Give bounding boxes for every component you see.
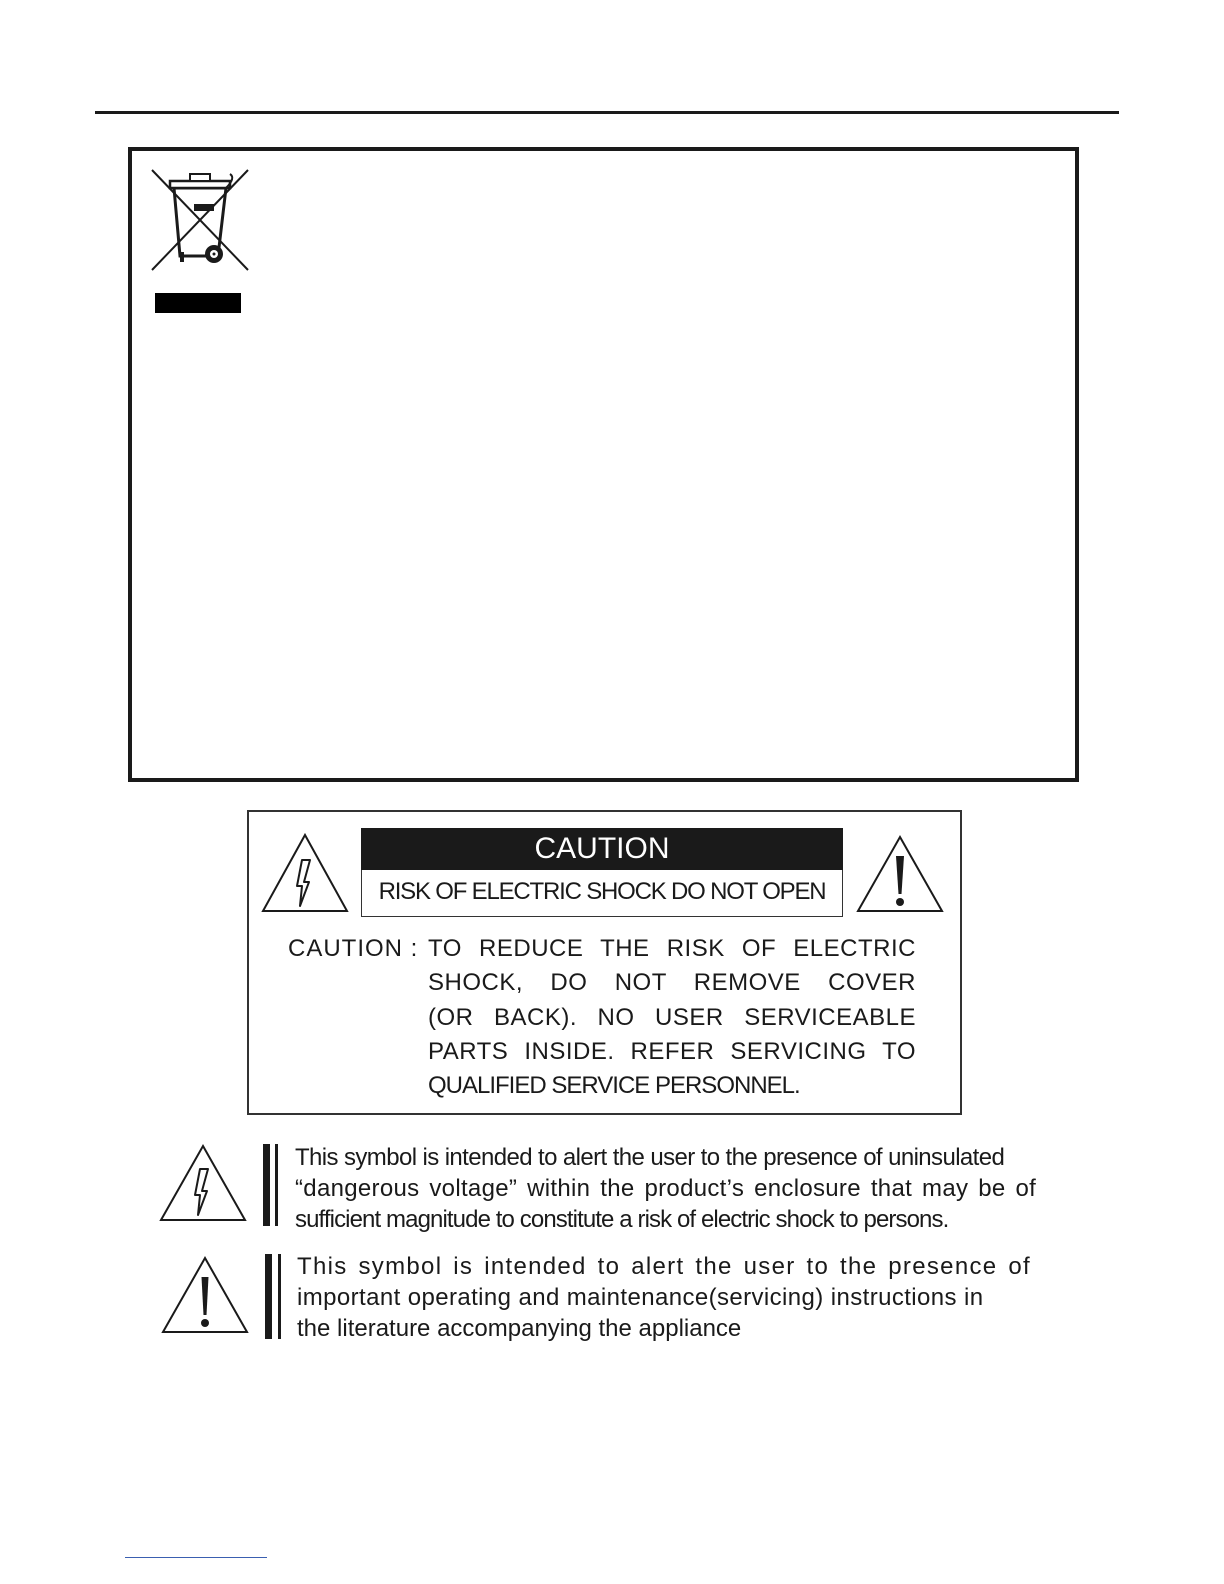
symbol-description-line: This symbol is intended to alert the user to the presence of uninsulated [295,1144,1005,1171]
caution-header: CAUTION [361,828,843,870]
caution-text-line: PARTS INSIDE. REFER SERVICING TO [428,1038,916,1065]
exclamation-triangle-icon [855,834,945,914]
caution-text-line: TO REDUCE THE RISK OF ELECTRIC [428,935,916,962]
top-rule [95,111,1119,114]
crossed-out-bin-icon [150,168,250,272]
weee-black-bar [155,293,241,313]
caution-text-line: QUALIFIED SERVICE PERSONNEL. [428,1072,800,1099]
caution-text-label: CAUTION : [288,935,419,962]
weee-notice-box [128,147,1079,782]
symbol-description-line: sufficient magnitude to constitute a risk of electric shock to persons. [295,1206,949,1233]
symbol-description-line: important operating and maintenance(servicing) instructions in [297,1284,984,1311]
symbol-divider-bar [265,1254,272,1339]
caution-subheader: RISK OF ELECTRIC SHOCK DO NOT OPEN [361,870,843,917]
lightning-triangle-icon [158,1143,248,1223]
symbol-divider-bar [275,1144,278,1226]
caution-text-line: SHOCK, DO NOT REMOVE COVER [428,969,916,996]
caution-text-line: (OR BACK). NO USER SERVICEABLE [428,1004,916,1031]
lightning-triangle-icon [260,832,350,914]
exclamation-triangle-icon [160,1255,250,1335]
symbol-description-line: This symbol is intended to alert the user to the presence of [297,1253,1032,1280]
symbol-description-line: the literature accompanying the appliance [297,1315,742,1342]
symbol-divider-bar [278,1254,281,1339]
symbol-divider-bar [263,1144,270,1226]
footer-rule [125,1557,267,1558]
symbol-description-line: “dangerous voltage” within the product’s enclosure that may be of [295,1175,1037,1202]
